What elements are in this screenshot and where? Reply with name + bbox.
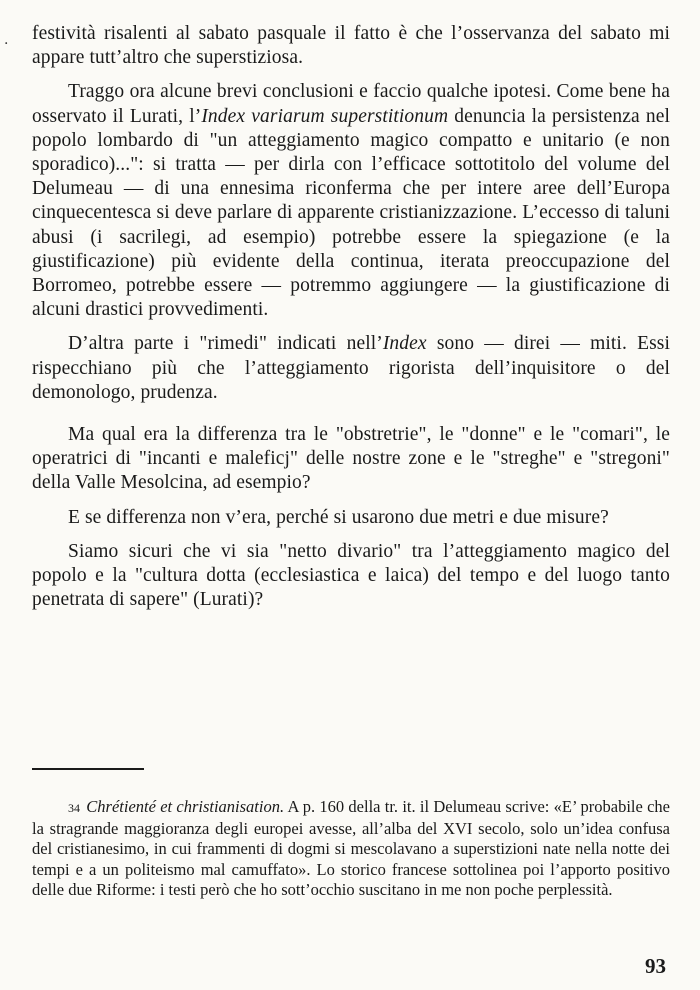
footnote-separator xyxy=(32,768,144,770)
index-italic: Index xyxy=(382,333,427,355)
page-number: 93 xyxy=(645,954,666,978)
margin-mark: · xyxy=(4,36,9,52)
footnote-34 xyxy=(32,797,670,901)
paragraph-remedies: D’altra parte i "rimedi" indicati nell’Index sono — direi — miti. Essi rispecchiano più che l’atteggiamento rigorista dell’inquisitore o del demonologo, prudenza. xyxy=(32,333,670,403)
footnote-text: A p. 160 della tr. it. il Delumeau scrive: «E’ probabile che la stragrande maggioranza degli europei avesse, all’alba del XVI secolo, solo un’idea confusa del cristianesimo, in cui frammenti di dogmi si mescolavano a superstizioni nate nella notte dei tempi e a un politeismo mal camuffato». Lo storico francese sottolinea poi l’apporto positivo delle due Riforme: i testi però che ho sott’occhio suscitano in me non poche perplessità. xyxy=(32,797,671,900)
index-title-italic: Index variarum superstitionum xyxy=(201,105,449,127)
paragraph-question-measures: E se differenza non v’era, perché si usarono due metri e due misure? xyxy=(68,506,609,528)
body-text xyxy=(32,22,670,612)
paragraph-conclusions: Traggo ora alcune brevi conclusioni e faccio qualche ipotesi. Come bene ha osservato il Lurati, l’Index variarum superstitionum denuncia la persistenza nel popolo lombardo di "un atteggiamento magico compatto e unitario (e non sporadico)...": si tratta — per dirla con l’efficace sottotitolo del volume del Delumeau — di una ennesima riconferma che per intere aree dell’Europa cinquecentesca si deve parlare di apparente cristianizzazione. L’eccesso di taluni abusi (i sacrilegi, ad esempio) potrebbe essere la spiegazione (e la giustificazione) più evidente della continua, iterata preoccupazione del Borromeo, potrebbe essere — potremmo aggiungere — la giustificazione di alcuni drastici provvedimenti. xyxy=(32,81,670,321)
paragraph-continuation: festività risalenti al sabato pasquale il fatto è che l’osservanza del sabato mi appare tutt’altro che superstiziosa. xyxy=(32,23,670,69)
footnote xyxy=(32,797,670,901)
paragraph-question-difference: Ma qual era la differenza tra le "obstretrie", le "donne" e le "comari", le operatrici di "incanti e maleficj" delle nostre zone e le "streghe" e "stregoni" della Valle Mesolcina, ad esempio? xyxy=(32,424,670,494)
footnote-work-title: Chrétienté et christianisation. xyxy=(86,797,285,816)
paragraph-question-divide: Siamo sicuri che vi sia "netto divario" tra l’atteggiamento magico del popolo e la "cultura dotta (ecclesiastica e laica) del tempo e del luogo tanto penetrata di sapere" (Lurati)? xyxy=(32,540,670,611)
footnote-number: 34 xyxy=(68,801,80,815)
